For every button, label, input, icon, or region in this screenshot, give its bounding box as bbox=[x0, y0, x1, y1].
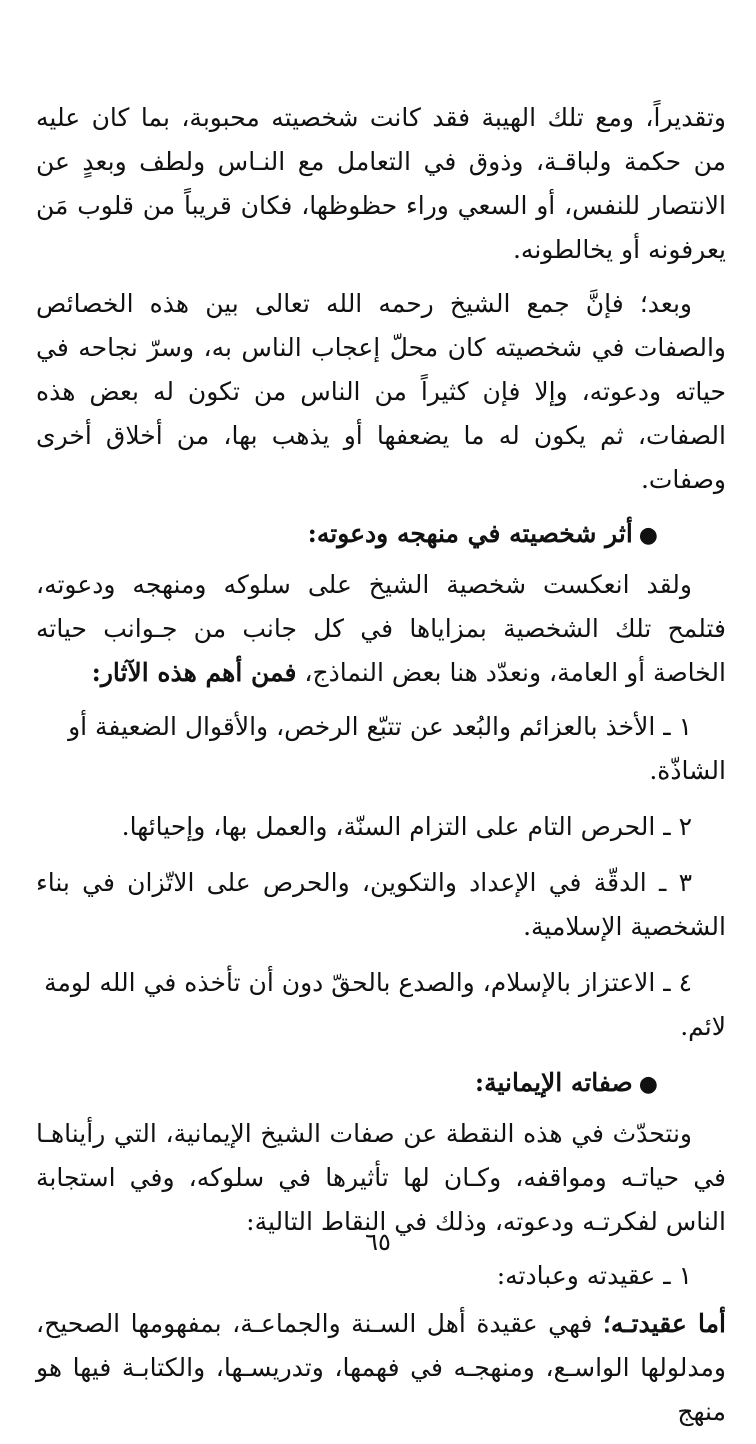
subheading-creed: ١ ـ عقيدته وعبادته: bbox=[496, 1261, 692, 1290]
list-item: ٤ ـ الاعتزاز بالإسلام، والصدع بالحقّ دون أن تأخذه في الله لومة لائم. bbox=[44, 968, 726, 1041]
paragraph-influence bbox=[36, 563, 726, 695]
section-heading-influence bbox=[36, 512, 726, 557]
paragraph-faith: ونتحدّث في هذه النقطة عن صفات الشيخ الإيمانية، التي رأيناهـا في حياتـه ومواقفه، وكـان لها تأثيرها في سلوكه، وفي استجابة الناس لفكرتـه ودعوته، وذلك في النقاط التالية: bbox=[36, 1119, 726, 1236]
bullet-icon: ● bbox=[638, 522, 658, 548]
paragraph-creed bbox=[36, 1302, 726, 1434]
page-number: ٦٥ bbox=[365, 1228, 391, 1256]
paragraph-influence-text: ولقد انعكست شخصية الشيخ على سلوكه ومنهجه ودعوته، فتلمح تلك الشخصية بمزاياها في كل جانب من جـوانب حياته الخاصة أو العامة، ونعدّد هنا بعض النماذج، bbox=[36, 570, 726, 687]
list-item: ٢ ـ الحرص التام على التزام السنّة، والعمل بها، وإحيائها. bbox=[121, 812, 692, 841]
bullet-icon: ● bbox=[638, 1071, 658, 1097]
list-item: ١ ـ الأخذ بالعزائم والبُعد عن تتبّع الرخص، والأقوال الضعيفة أو الشاذّة. bbox=[68, 712, 726, 785]
paragraph-intro: وتقديراً، ومع تلك الهيبة فقد كانت شخصيته محبوبة، بما كان عليه من حكمة ولباقـة، وذوق في التعامل مع النـاس ولطف وبعدٍ عن الانتصار للنفس، أو السعي وراء حظوظها، فكان قريباً من قلوب مَن يعرفونه أو يخالطونه. bbox=[36, 103, 726, 264]
paragraph-influence-bold: فمن أهم هذه الآثار: bbox=[91, 658, 297, 687]
section-heading-faith bbox=[36, 1061, 726, 1106]
section-heading-text: صفاته الإيمانية: bbox=[474, 1068, 633, 1097]
list-item: ٣ ـ الدقّة في الإعداد والتكوين، والحرص على الاتّزان في بناء الشخصية الإسلامية. bbox=[36, 868, 726, 941]
paragraph-creed-text: فهي عقيدة أهل السـنة والجماعـة، بمفهومها الصحيح، ومدلولها الواسـع، ومنهجـه في فهمها، وتدريسـها، والكتابـة فيها هو منهج bbox=[36, 1309, 726, 1426]
paragraph-creed-lead: أما عقيدتـه؛ bbox=[602, 1309, 726, 1338]
paragraph-summary: وبعد؛ فإنَّ جمع الشيخ رحمه الله تعالى بين هذه الخصائص والصفات في شخصيته كان محلّ إعجاب الناس به، وسرّ نجاحه في حياته ودعوته، وإلا فإن كثيراً من الناس من تكون له بعض هذه الصفات، ثم يكون له ما يضعفها أو يذهب بها، من أخلاق أخرى وصفات. bbox=[36, 289, 726, 494]
section-heading-text: أثر شخصيته في منهجه ودعوته: bbox=[307, 519, 633, 548]
